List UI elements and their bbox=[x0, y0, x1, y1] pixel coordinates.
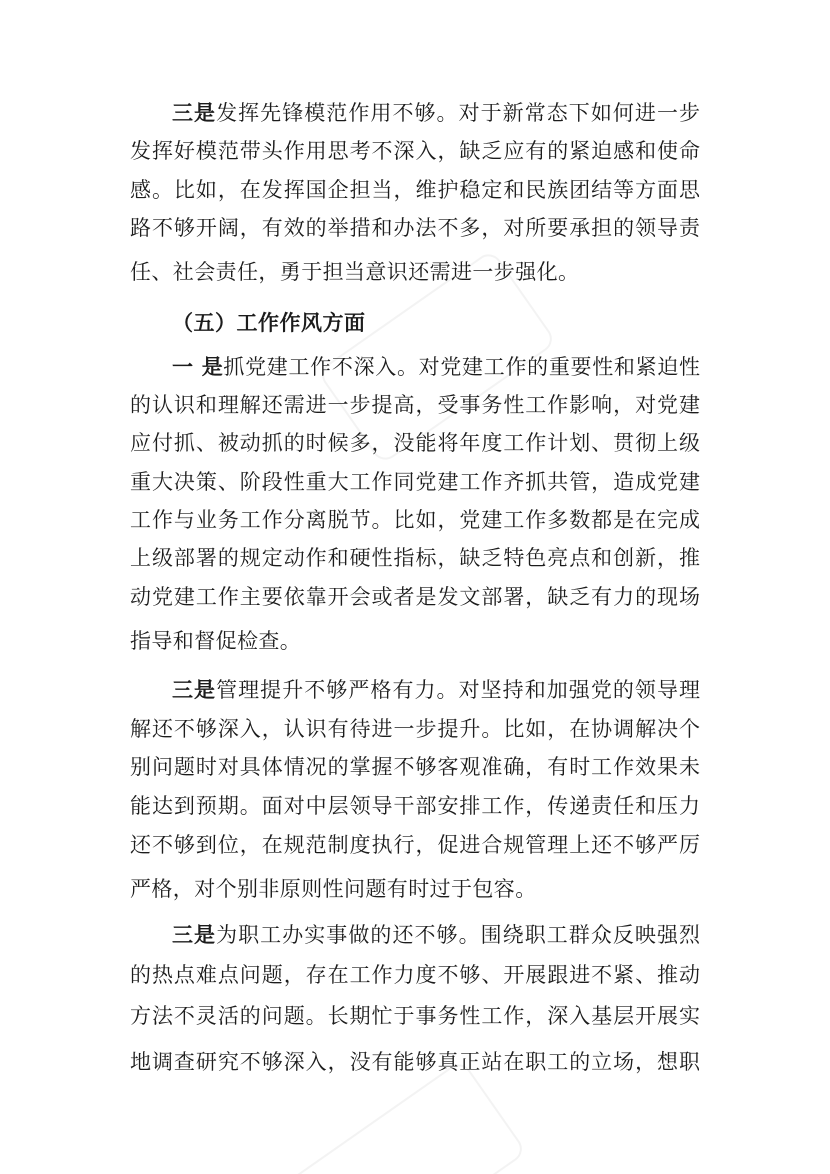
paragraph-2-line-4: 重大决策、阶段性重大工作同党建工作齐抓共管，造成党建 bbox=[130, 470, 700, 494]
paragraph-2-line-5: 工作与业务工作分离脱节。比如，党建工作多数都是在完成 bbox=[130, 508, 700, 532]
paragraph-2-line-2: 的认识和理解还需进一步提高，受事务性工作影响，对党建 bbox=[130, 393, 700, 417]
paragraph-2-line-8: 指导和督促检查。 bbox=[130, 629, 302, 653]
paragraph-4-line-4: 地调查研究不够深入，没有能够真正站在职工的立场，想职 bbox=[130, 1050, 700, 1074]
watermark bbox=[287, 1059, 528, 1174]
paragraph-4-line-1 bbox=[172, 922, 700, 948]
paragraph-1-line-5: 任、社会责任，勇于担当意识还需进一步强化。 bbox=[130, 260, 580, 284]
paragraph-2-line-3: 应付抓、被动抓的时候多，没能将年度工作计划、贯彻上级 bbox=[130, 431, 700, 455]
paragraph-text: 发挥先锋模范作用不够。对于新常态下如何进一步 bbox=[216, 101, 701, 125]
paragraph-4-line-2: 的热点难点问题，存在工作力度不够、开展跟进不紧、推动 bbox=[130, 963, 700, 987]
paragraph-3-line-1 bbox=[172, 677, 700, 703]
paragraph-3-line-6: 严格，对个别非原则性问题有时过于包容。 bbox=[130, 877, 537, 901]
paragraph-1-line-3: 感。比如，在发挥国企担当，维护稳定和民族团结等方面思 bbox=[130, 178, 700, 202]
paragraph-2-line-1 bbox=[172, 354, 700, 380]
paragraph-1-line-4: 路不够开阔，有效的举措和办法不多，对所要承担的领导责 bbox=[130, 216, 700, 240]
section-heading: （五）工作作风方面 bbox=[172, 310, 366, 335]
paragraph-3-line-3: 别问题时对具体情况的掌握不够客观准确，有时工作效果未 bbox=[130, 755, 700, 779]
paragraph-2-line-6: 上级部署的规定动作和硬性指标，缺乏特色亮点和创新，推 bbox=[130, 546, 700, 570]
paragraph-lead: 三是 bbox=[172, 100, 217, 125]
paragraph-4-line-3: 方法不灵活的问题。长期忙于事务性工作，深入基层开展实 bbox=[130, 1004, 700, 1028]
paragraph-lead: 三是 bbox=[172, 677, 217, 702]
paragraph-lead: 三是 bbox=[172, 922, 217, 947]
paragraph-3-line-4: 能达到预期。面对中层领导干部安排工作，传递责任和压力 bbox=[130, 794, 700, 818]
paragraph-text: 抓党建工作不深入。对党建工作的重要性和紧迫性 bbox=[223, 355, 701, 379]
paragraph-1-line-2: 发挥好模范带头作用思考不深入，缺乏应有的紧迫感和使命 bbox=[130, 139, 700, 163]
paragraph-text: 为职工办实事做的还不够。围绕职工群众反映强烈 bbox=[216, 923, 701, 947]
paragraph-2-line-7: 动党建工作主要依靠开会或者是发文部署，缺乏有力的现场 bbox=[130, 585, 700, 609]
paragraph-lead: 一 是 bbox=[172, 354, 224, 379]
paragraph-3-line-2: 解还不够深入，认识有待进一步提升。比如，在协调解决个 bbox=[130, 717, 700, 741]
paragraph-1-line-1 bbox=[172, 100, 700, 126]
paragraph-text: 管理提升不够严格有力。对坚持和加强党的领导理 bbox=[216, 678, 701, 702]
paragraph-3-line-5: 还不够到位，在规范制度执行，促进合规管理上还不够严厉 bbox=[130, 833, 700, 857]
